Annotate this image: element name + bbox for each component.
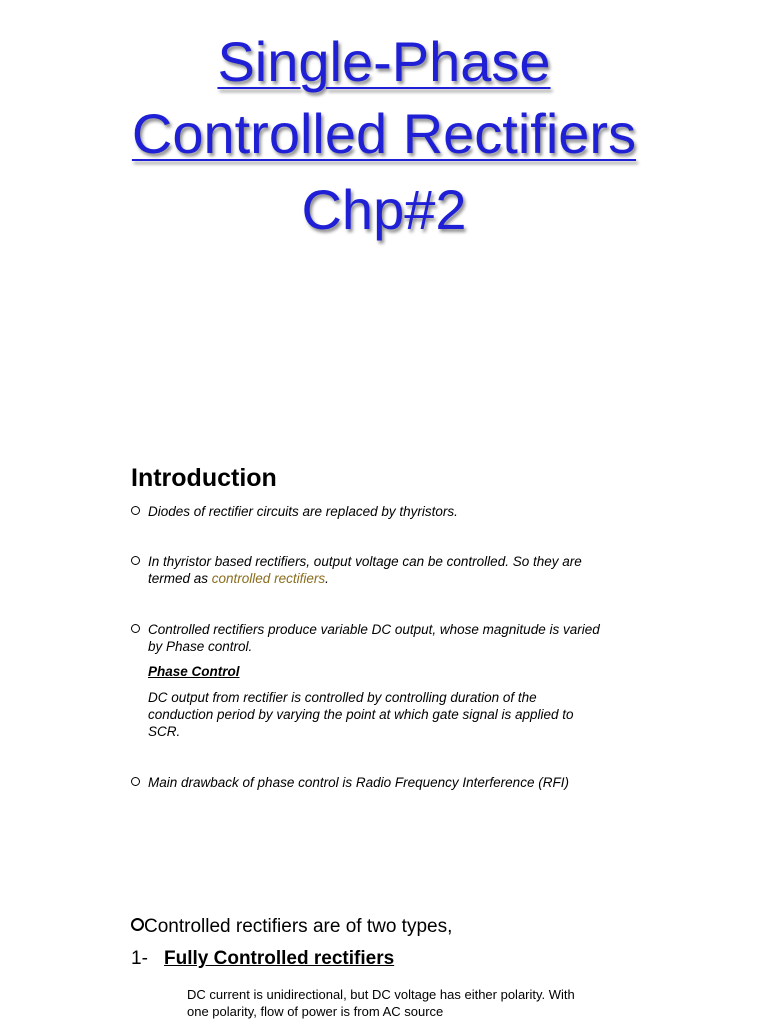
item-number: 1- (131, 948, 148, 969)
title-line-2: Controlled Rectifiers (131, 102, 637, 165)
hollow-circle-bullet-icon (131, 506, 140, 515)
bullet-text (148, 553, 601, 587)
fully-controlled-label: Fully Controlled rectifiers (164, 948, 395, 969)
hollow-circle-bullet-icon (131, 624, 140, 633)
phase-control-label: Phase Control (148, 664, 240, 679)
bullet-text: Main drawback of phase control is Radio Frequency Interference (RFI) (148, 775, 569, 790)
fully-controlled-item (131, 948, 394, 970)
intro-bullet-3 (131, 621, 601, 655)
title-line-3: Chp#2 (301, 178, 467, 241)
highlighted-term: controlled rectifiers (211, 571, 326, 586)
phase-control-description: DC output from rectifier is controlled by controlling duration of the conduction period by varying the point at which gate signal is applied to SCR. (148, 690, 574, 739)
introduction-heading: Introduction (131, 464, 277, 492)
types-intro-text: Controlled rectifiers are of two types, (144, 916, 453, 937)
bullet-text: Controlled rectifiers produce variable DC output, whose magnitude is varied by Phase control. (148, 622, 600, 654)
fully-controlled-description: DC current is unidirectional, but DC voltage has either polarity. With one polarity, flow of power is from AC source (187, 987, 575, 1019)
hollow-circle-bullet-icon (131, 777, 140, 786)
bullet-text-part: . (325, 571, 329, 586)
rectifier-types-intro (131, 916, 452, 938)
hollow-circle-bullet-icon (131, 918, 144, 931)
intro-bullet-4 (131, 774, 601, 791)
bullet-text-part: In thyristor based rectifiers, output voltage can be controlled. So they are termed as (148, 554, 582, 586)
hollow-circle-bullet-icon (131, 556, 140, 565)
title-line-1: Single-Phase (217, 30, 551, 93)
intro-bullet-2 (131, 553, 601, 587)
intro-bullet-1 (131, 503, 601, 520)
bullet-text: Diodes of rectifier circuits are replaced by thyristors. (148, 504, 458, 519)
